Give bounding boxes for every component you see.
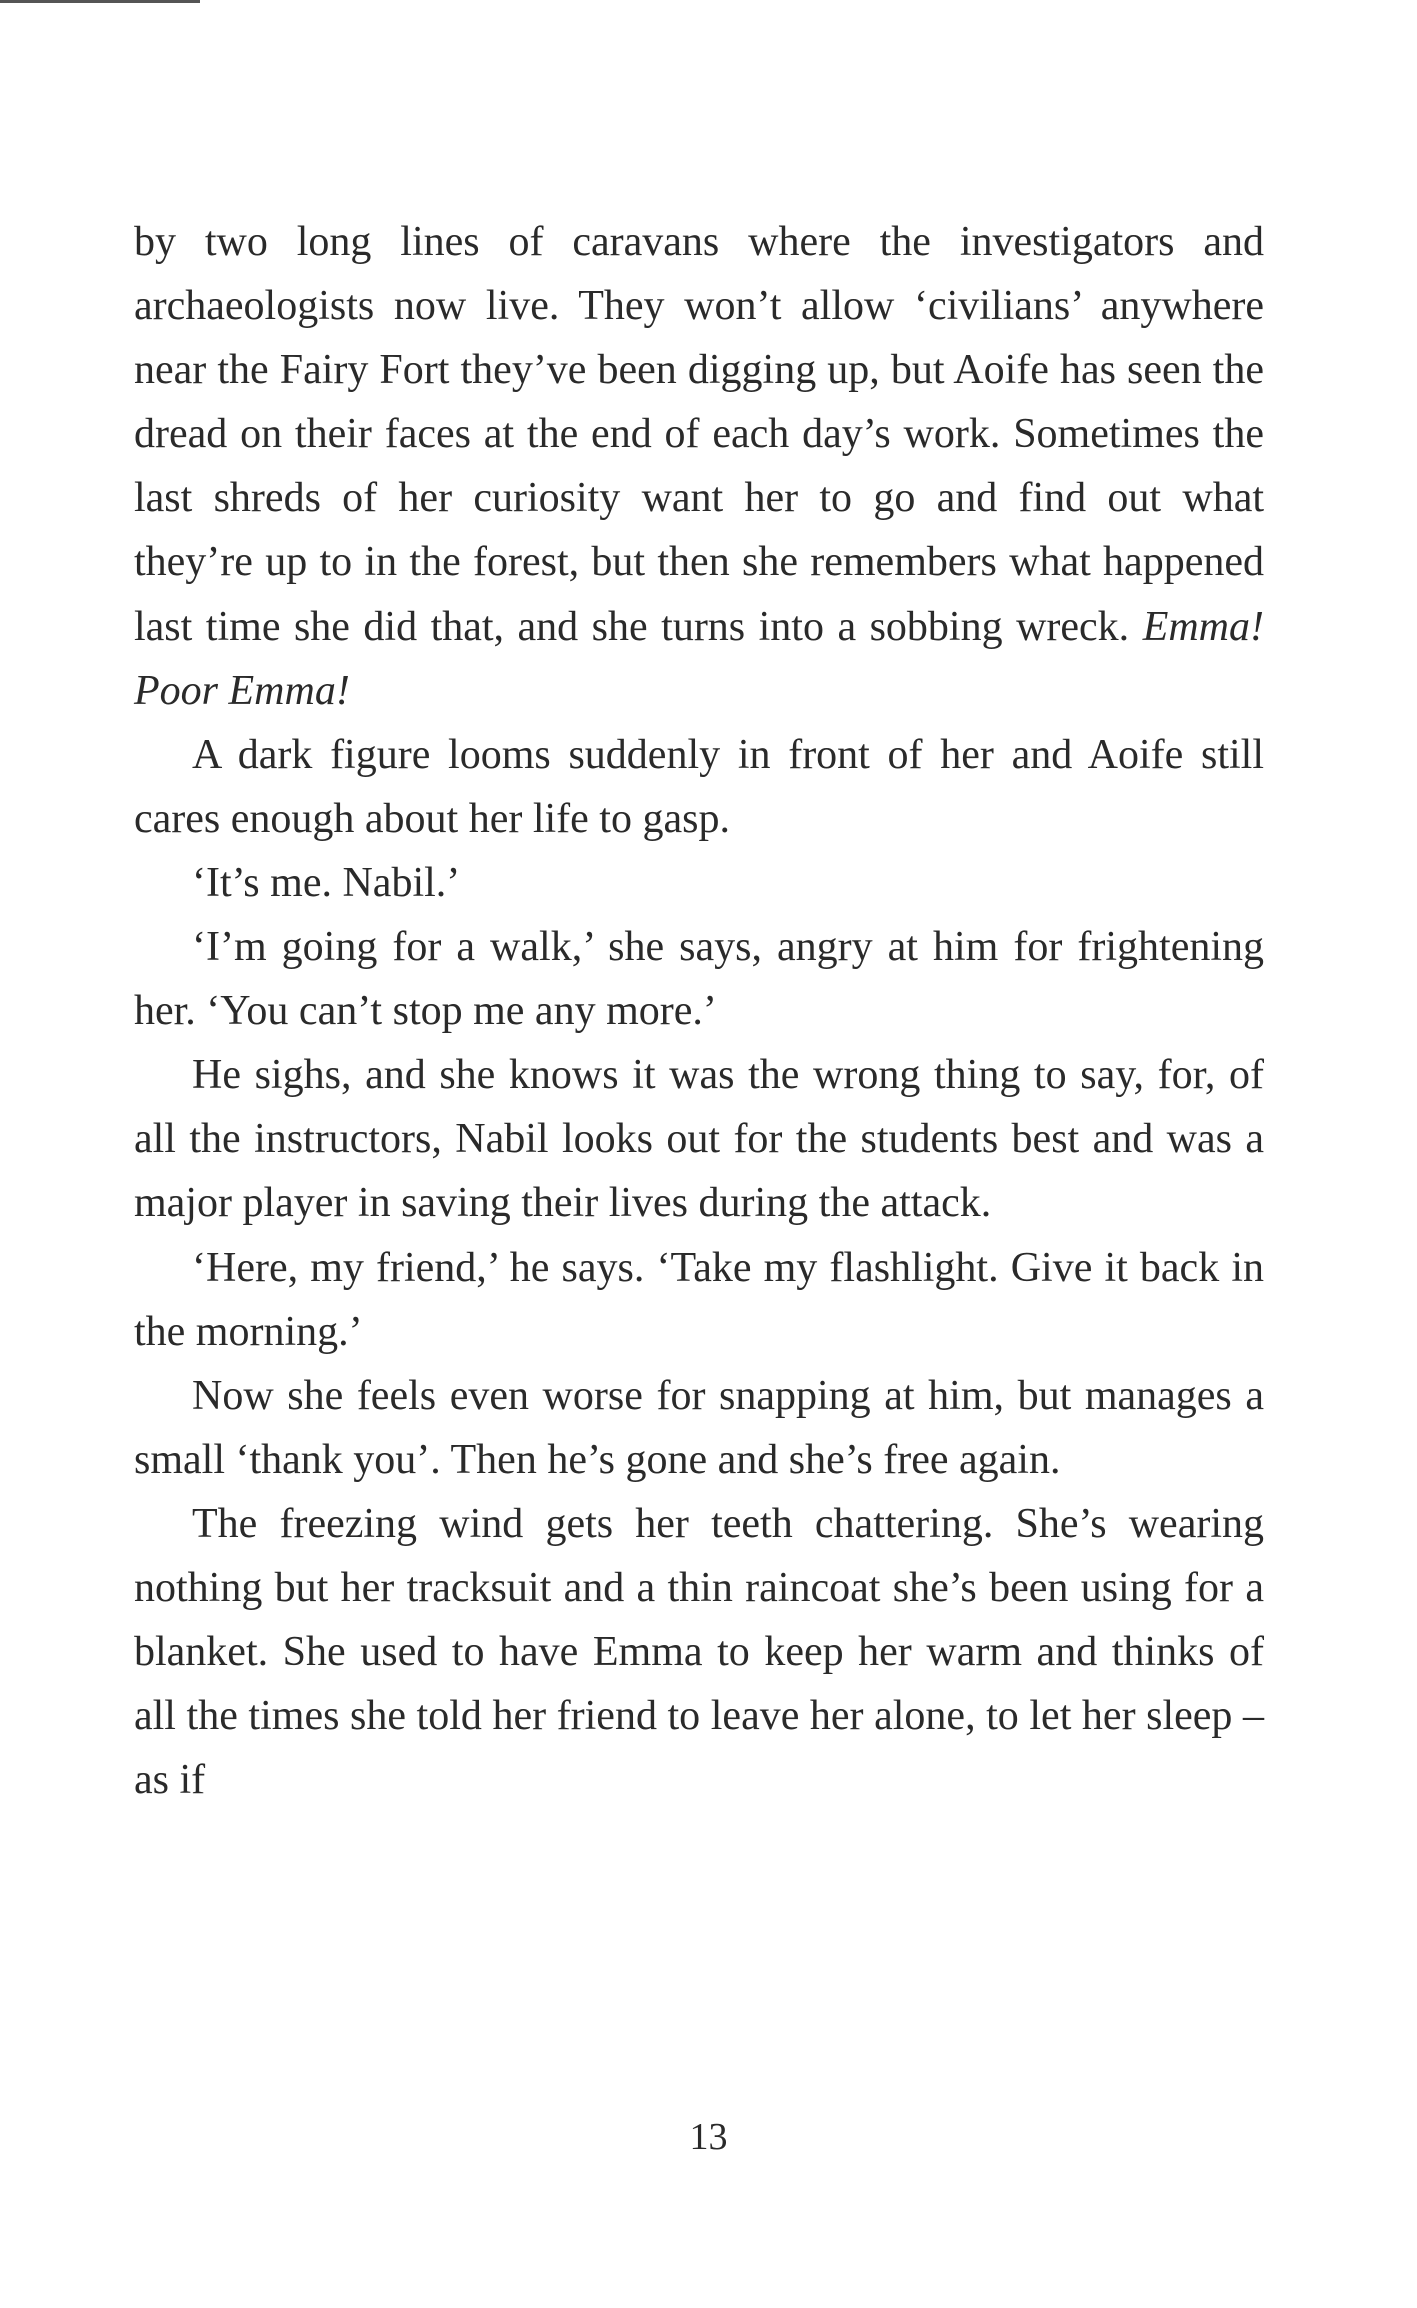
page-body <box>134 210 1264 1812</box>
paragraph-2: A dark figure looms suddenly in front of her and Aoife still cares enough about her life to gasp. <box>134 731 1264 842</box>
paragraph-4: ‘I’m going for a walk,’ she says, angry at him for frightening her. ‘You can’t stop me any more.’ <box>134 924 1264 1035</box>
paragraph-8: The freezing wind gets her teeth chattering. She’s wearing nothing but her tracksuit and a thin raincoat she’s been using for a blanket. She used to have Emma to keep her warm and thinks of all the times she told her friend to leave her alone, to let her sleep – as if <box>134 1500 1264 1804</box>
paragraph-1 <box>134 210 1264 723</box>
paragraph-5: He sighs, and she knows it was the wrong thing to say, for, of all the instructors, Nabil looks out for the students best and was a major player in saving their lives during the attack. <box>134 1052 1264 1227</box>
paragraph-1-text: by two long lines of caravans where the investigators and archaeologists now live. They won’t allow ‘civilians’ anywhere near the Fairy Fort they’ve been digging up, but Aoife has seen the dread on their faces at the end of each day’s work. Sometimes the last shreds of her curiosity want her to go and find out what they’re up to in the forest, but then she remembers what happened last time she did that, and she turns into a sobbing wreck. <box>134 219 1264 650</box>
paragraph-7: Now she feels even worse for snapping at him, but manages a small ‘thank you’. Then he’s gone and she’s free again. <box>134 1372 1264 1483</box>
paragraph-3: ‘It’s me. Nabil.’ <box>192 859 461 906</box>
paragraph-6: ‘Here, my friend,’ he says. ‘Take my flashlight. Give it back in the morning.’ <box>134 1244 1264 1355</box>
top-edge-rule <box>0 0 200 3</box>
page-number: 13 <box>689 2116 728 2158</box>
paragraph-1-italic: Emma! Poor Emma! <box>134 603 1264 714</box>
